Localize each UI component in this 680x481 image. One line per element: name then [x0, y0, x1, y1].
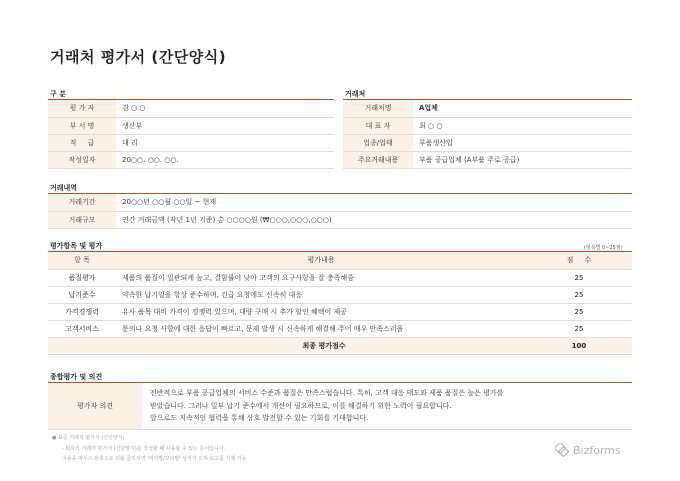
partner-heading: 거래처 [345, 90, 366, 98]
table-row [48, 303, 632, 320]
partner-value-main: 부품 공급업체 (A부품 주로 공급) [413, 151, 632, 168]
history-value-period: 20○○년 ○○월 ○○일 ~ 현재 [116, 194, 632, 211]
overall-table [48, 383, 632, 430]
division-value-department: 생산부 [116, 117, 334, 134]
table-row [343, 117, 632, 134]
evaluation-heading: 평가항목 및 평가 [50, 242, 103, 250]
division-table [48, 100, 334, 169]
total-score: 100 [526, 337, 632, 354]
eval-score: 25 [526, 320, 632, 337]
brand-logo [555, 443, 621, 457]
partner-label-ceo: 대 표 자 [343, 117, 413, 134]
table-row [48, 134, 334, 151]
eval-content: 문의나 요청 사항에 대한 응답이 빠르고, 문제 발생 시 신속하게 해결해 주어 매우 만족스러움 [116, 320, 526, 337]
partner-label-industry: 업종/업태 [343, 134, 413, 151]
col-score-header: 점 수 [526, 252, 632, 269]
history-table [48, 194, 632, 229]
history-label-scale: 거래규모 [48, 211, 116, 228]
overall-line: 앞으로도 지속적인 협력을 통해 상호 발전할 수 있는 기회를 기대합니다. [150, 414, 369, 422]
col-content-header: 평가내용 [116, 252, 526, 269]
table-header-row [48, 252, 632, 269]
table-row [48, 383, 632, 429]
division-label-evaluator: 평 가 자 [48, 100, 116, 117]
division-label-department: 부 서 명 [48, 117, 116, 134]
partner-value-ceo: 최 ○ ○ [413, 117, 632, 134]
division-value-evaluator: 김 ○ ○ [116, 100, 334, 117]
history-heading: 거래내역 [50, 184, 78, 192]
table-row [48, 211, 632, 228]
eval-content: 제품의 품질이 일관되게 높고, 결함률이 낮아 고객의 요구사항을 잘 충족해줌 [116, 269, 526, 286]
eval-item: 고객서비스 [48, 320, 116, 337]
eval-score: 25 [526, 286, 632, 303]
eval-item: 가격경쟁력 [48, 303, 116, 320]
table-row [48, 320, 632, 337]
partner-label-main: 주요거래내용 [343, 151, 413, 168]
eval-content: 약속한 납기일을 항상 준수하며, 긴급 요청에도 신속히 대응 [116, 286, 526, 303]
table-row [48, 269, 632, 286]
eval-item: 납기준수 [48, 286, 116, 303]
division-label-date: 작성일자 [48, 151, 116, 168]
table-row [48, 151, 334, 168]
division-heading: 구 분 [50, 90, 66, 98]
bizforms-logo-icon [555, 443, 569, 457]
table-row [343, 134, 632, 151]
total-label: 최종 평가점수 [48, 337, 526, 354]
table-row [343, 151, 632, 168]
total-row [48, 337, 632, 354]
brand-name: Bizforms [573, 443, 621, 457]
footnote-title: ● 표준 거래처 평가서 (간단양식) [52, 435, 125, 441]
eval-content: 유사 품목 대비 가격이 경쟁력 있으며, 대량 구매 시 추가 할인 혜택이 제공 [116, 303, 526, 320]
overall-label: 평가자 의견 [48, 383, 142, 429]
partner-value-industry: 부품생산업 [413, 134, 632, 151]
history-label-period: 거래기간 [48, 194, 116, 211]
overall-line: 받았습니다. 그러나 일부 납기 준수에서 개선이 필요하므로, 이를 해결하기 위한 노력이 필요합니다. [150, 401, 452, 410]
overall-line: 전반적으로 부품 공급업체의 서비스 수준과 품질은 만족스럽습니다. 특히, 고객 대응 태도와 제품 품질은 높은 평가를 [150, 389, 504, 397]
eval-item: 품질평가 [48, 269, 116, 286]
table-row [48, 286, 632, 303]
partner-value-name: A업체 [413, 100, 632, 117]
evaluation-unit-note: (항목별 0~25점) [584, 245, 623, 251]
division-label-rank: 직 급 [48, 134, 116, 151]
partner-table [343, 100, 632, 169]
table-row [48, 117, 334, 134]
footnote-logo: 이용을 마우스 왼쪽으로 더블 클릭하면 '머리말/꼬리말' 상자가 뜨며 로고를 삭제 가능 [62, 456, 247, 462]
overall-comment [142, 383, 632, 429]
table-row [48, 194, 632, 211]
footnote-text: 표준 거래처 평가서 (간단양식) [57, 435, 125, 441]
col-item-header: 항 목 [48, 252, 116, 269]
history-value-scale: 연간 거래금액 (작년 1년 기준) 총 ○○○○원 (₩○○○,○○○,○○○) [116, 211, 632, 228]
eval-score: 25 [526, 269, 632, 286]
partner-label-name: 거래처명 [343, 100, 413, 117]
page-title: 거래처 평가서 (간단양식) [50, 48, 227, 66]
footnote-desc: - 회사의 거래처 평가서 (간단양식)를 작성할 때 사용할 수 있는 문서입니다. [62, 446, 226, 452]
table-row [343, 100, 632, 117]
overall-heading: 종합평가 및 의견 [50, 373, 103, 381]
division-value-rank: 대 리 [116, 134, 334, 151]
division-value-date: 20○○. ○○. ○○. [116, 151, 334, 168]
eval-score: 25 [526, 303, 632, 320]
table-row [48, 100, 334, 117]
evaluation-table [48, 252, 632, 355]
